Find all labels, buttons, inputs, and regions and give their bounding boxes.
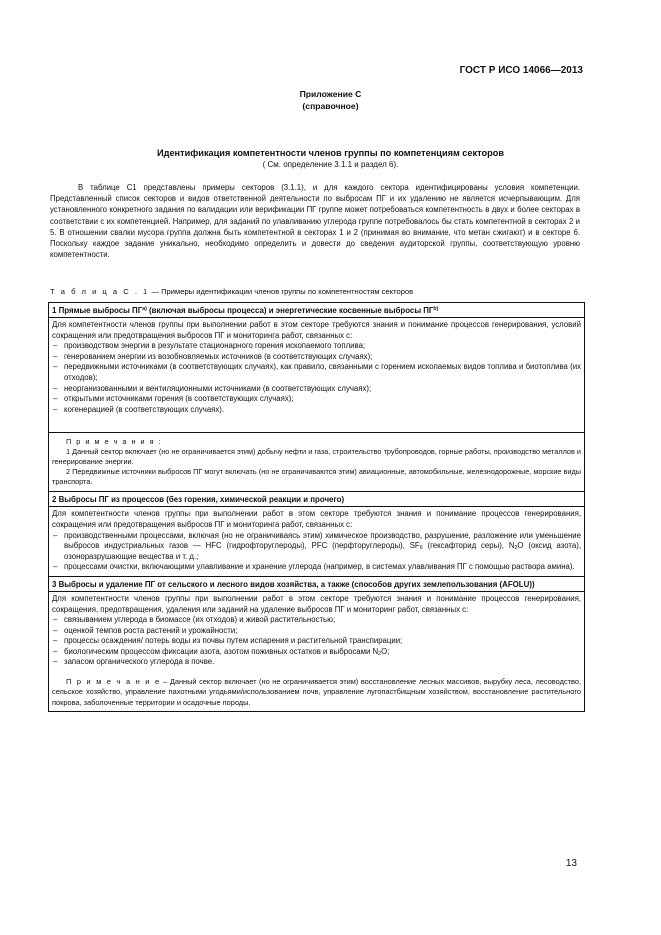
list-item: – связыванием углерода в биомассе (их отходов) и живой растительностью; <box>52 615 581 626</box>
list-item: – производством энергии в результате стационарного горения ископаемого топлива; <box>52 341 581 352</box>
note-text: – Данный сектор включает (но не ограничивается этим) восстановление лесных массивов, вырубку леса, лесоводство, сельское хозяйство, управление пахотными угодьями/использованием почв, управление лугопастбищным хозяйством, восстановление растительного покрова, заболоченные территории и осадочные породы. <box>52 677 581 707</box>
note-label: П р и м е ч а н и е <box>66 677 161 687</box>
list-item <box>52 647 581 658</box>
subscript: 2 <box>378 650 382 657</box>
sector-1-intro: Для компетентности членов группы при выполнении работ в этом секторе требуются знания и понимание процессов генерирования, условий сокращения или предотвращения выбросов ПГ и мониторинга работ, связанных с: <box>52 320 581 340</box>
list-item: – процессы осаждения/ потерь воды из почвы путем испарения и растительной транспирации; <box>52 636 581 647</box>
sector-3-list <box>52 615 581 668</box>
list-item: – запасом органического углерода в почве. <box>52 657 581 668</box>
annex-type: (справочное) <box>302 101 359 111</box>
sector-3-intro: Для компетентности членов группы при выполнении работ в этом секторе требуются знания и понимание процессов генерирования, сокращения, предотвращения, удаления или заданий на удаление выбросов ПГ и мониторинг работ, связанных с: <box>52 593 581 614</box>
list-item: – открытыми источниками горения (в соответствующих случаях); <box>52 394 581 405</box>
list-item: – процессами очистки, включающими улавливание и хранение углерода (например, в системах улавливания ПГ с помощью раствора амина). <box>52 562 581 573</box>
list-item: – передвижными источниками (в соответствующих случаях), как правило, связанными с горением ископаемых видов топлива и биотоплива (их отходов); <box>52 362 581 383</box>
list-item-text: O; <box>381 646 390 656</box>
sector-2-list <box>52 531 581 573</box>
page-subtitle: ( См. определение 3.1.1 и раздел 6). <box>262 160 399 169</box>
sector-2 <box>49 491 584 576</box>
sector-1 <box>49 303 584 491</box>
sector-1-header <box>49 303 584 318</box>
sector-table <box>48 302 585 712</box>
list-item <box>52 531 581 563</box>
notes-heading: П р и м е ч а н и я : <box>66 437 163 447</box>
annex-label: Приложение С <box>299 89 362 99</box>
table-caption-text: — Примеры идентификации членов группы по компетентностям секторов <box>149 287 414 296</box>
footnote-mark-b: b) <box>433 306 439 312</box>
list-item-text: O (оксид азота), озоноразрушающие вещества и т. д.; <box>64 541 581 561</box>
annex-block <box>0 88 661 112</box>
sector-3-body <box>49 592 584 711</box>
note-item: 2 Передвижные источники выбросов ПГ могут включать (но не ограничиваются этим) авиационные, автомобильные, железнодорожные, морские виды транспорта. <box>52 467 581 487</box>
sector-1-header-text-a: 1 Прямые выбросы ПГ <box>52 306 143 315</box>
list-item: – оценкой темпов роста растений и урожайности; <box>52 626 581 637</box>
sector-3-note <box>52 677 581 708</box>
sector-1-body <box>49 318 584 432</box>
list-item: – генерованием энергии из возобновляемых источников (в соответствующих случаях); <box>52 352 581 363</box>
note-item: 1 Данный сектор включает (но не ограничивается этим) добычу нефти и газа, строительство трубопроводов, горные работы, производство металлов и генерирование энергии. <box>52 447 581 467</box>
sector-3-header: 3 Выбросы и удаление ПГ от сельского и лесного видов хозяйства, а также (способов других землепользования (AFOLU)) <box>49 577 584 592</box>
sector-1-list <box>52 341 581 415</box>
list-item: – когенерацией (в соответствующих случаях). <box>52 405 581 416</box>
table-caption <box>50 287 413 296</box>
standard-code: ГОСТ Р ИСО 14066—2013 <box>459 65 583 76</box>
list-item-text: производственными процессами, включая (но не ограничиваясь этим) химическое производство, разрушение, разложение или уменьшение выбросов индустриальных газов — HFC (гидрофторуглероды), PFC (перфторуглероды), SF <box>64 530 581 551</box>
list-item-text: (гексафторид серы), N <box>422 541 515 551</box>
page-number: 13 <box>565 858 577 869</box>
list-item: – неорганизованными и вентиляционными источниками (в соответствующих случаях); <box>52 384 581 395</box>
subscript: 2 <box>514 545 518 552</box>
subscript: 6 <box>419 545 423 552</box>
sector-1-header-text-b: (включая выбросы процесса) и энергетические косвенные выбросы ПГ <box>146 306 434 315</box>
spacer <box>52 415 581 429</box>
footnote-mark-a: a) <box>142 306 147 312</box>
sector-2-header: 2 Выбросы ПГ из процессов (без горения, химической реакции и прочего) <box>49 492 584 507</box>
intro-paragraph: В таблице С1 представлены примеры секторов (3.1.1), и для каждого сектора идентифицированы условия компетенции. Представленный список секторов и видов ответственной деятельности по выбросам ПГ и их удалению не является исчерпывающим. Для установленного конкретного задания по валидации или верификации ПГ группе может потребоваться компетентность в двух и более секторах в соответствии с их компетенцией. Например, для заданий по улавливанию углерода группе потребовалось бы стать компетентной в секторах 2 и 5. В отношении свалки мусора группа должна быть компетентной в секторах 1 и 2 (принимая во внимание, что метан сжигают) и в секторе 6. Поскольку каждое задание уникально, необходимо определить и довести до сведения аудиторской группы, соответствующую уровню компетентности. <box>50 183 580 260</box>
sector-2-intro: Для компетентности членов группы при выполнении работ в этом секторе требуются знания и понимание процессов генерирования, сокращения или предотвращения выбросов ПГ и мониторинга работ, связанных с: <box>52 509 581 529</box>
sector-3 <box>49 576 584 711</box>
page-title: Идентификация компетентности членов группы по компетенциям секторов <box>157 148 504 158</box>
list-item-text: биологическим процессом фиксации азота, азотом поживных остатков и выбросами N <box>64 646 379 656</box>
table-caption-label: Т а б л и ц а С . 1 <box>50 287 150 296</box>
sector-1-notes <box>49 432 584 491</box>
sector-2-body <box>49 507 584 576</box>
